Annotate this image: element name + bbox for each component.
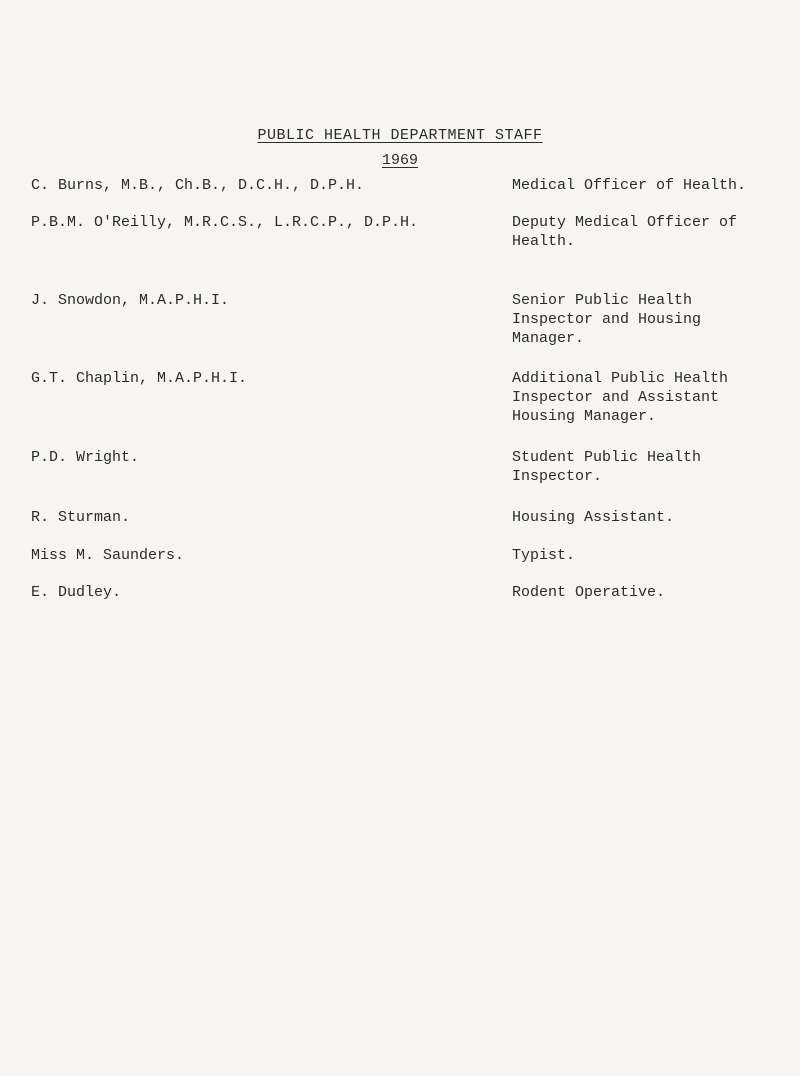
document-year: 1969 — [381, 152, 418, 169]
staff-role: Rodent Operative. — [512, 584, 666, 601]
staff-name: J. Snowdon, M.A.P.H.I. — [31, 292, 230, 309]
page-title: PUBLIC HEALTH DEPARTMENT STAFF — [257, 127, 543, 144]
staff-name: R. Sturman. — [31, 509, 131, 526]
staff-role: Medical Officer of Health. — [512, 177, 747, 194]
staff-role: Typist. — [512, 547, 576, 564]
staff-name: C. Burns, M.B., Ch.B., D.C.H., D.P.H. — [31, 177, 365, 194]
staff-name: Miss M. Saunders. — [31, 547, 185, 564]
staff-role: Deputy Medical Officer of Health. — [512, 214, 738, 250]
staff-name: E. Dudley. — [31, 584, 122, 601]
staff-name: P.D. Wright. — [31, 449, 140, 466]
staff-role: Additional Public Health Inspector and Assistant Housing Manager. — [512, 370, 729, 425]
staff-role: Housing Assistant. — [512, 509, 675, 526]
staff-role: Student Public Health Inspector. — [512, 449, 702, 485]
staff-role: Senior Public Health Inspector and Housing Manager. — [512, 292, 702, 347]
staff-name: P.B.M. O'Reilly, M.R.C.S., L.R.C.P., D.P.H. — [31, 214, 419, 231]
staff-name: G.T. Chaplin, M.A.P.H.I. — [31, 370, 248, 387]
